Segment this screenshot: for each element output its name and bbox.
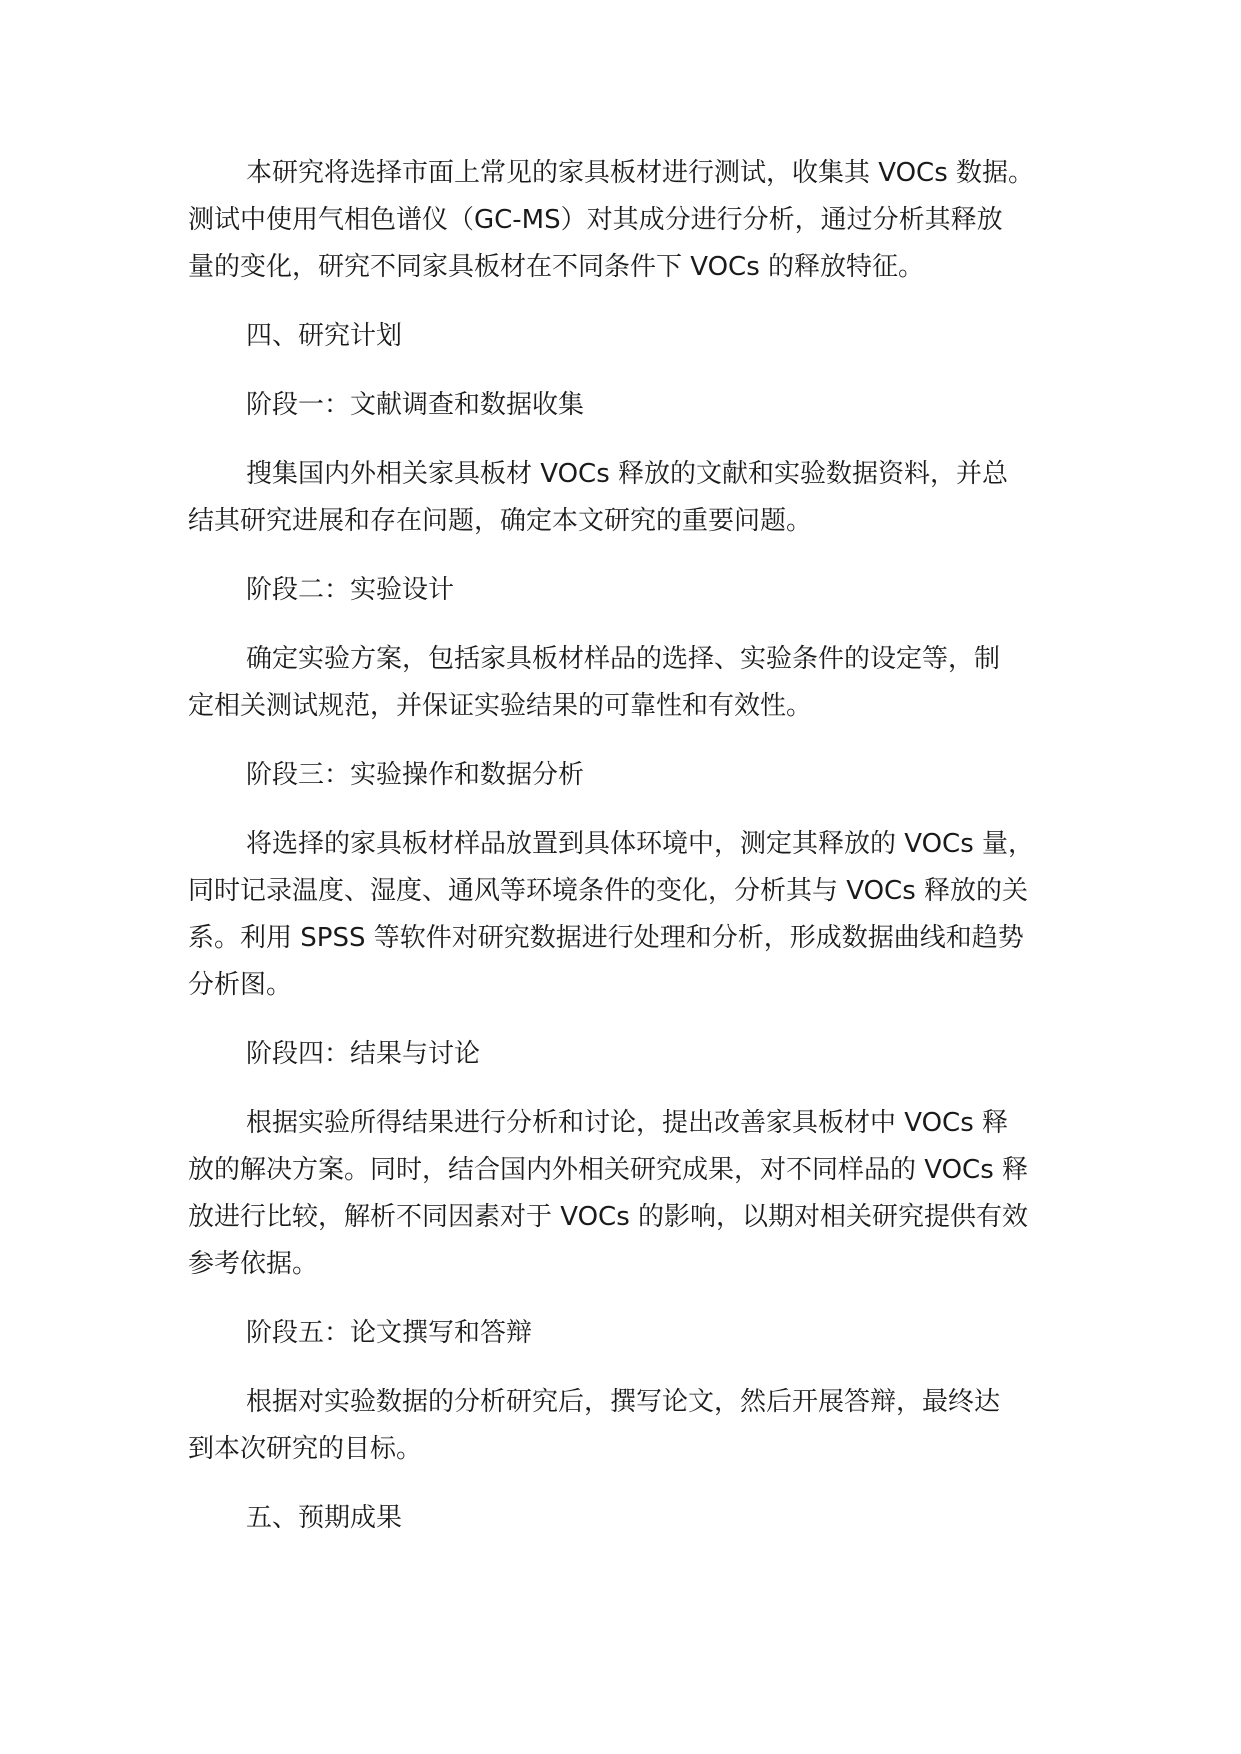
paragraph-line: 同时记录温度、湿度、通风等环境条件的变化，分析其与 VOCs 释放的关 bbox=[188, 876, 1029, 906]
stage-heading-2: 阶段二：实验设计 bbox=[246, 575, 455, 605]
section-heading-expected-results: 五、预期成果 bbox=[246, 1503, 403, 1533]
paragraph-line: 确定实验方案，包括家具板材样品的选择、实验条件的设定等，制 bbox=[246, 644, 1001, 674]
document-body bbox=[188, 150, 1078, 1564]
paragraph-line: 放的解决方案。同时，结合国内外相关研究成果，对不同样品的 VOCs 释 bbox=[188, 1155, 1029, 1185]
stage-heading-5: 阶段五：论文撰写和答辩 bbox=[246, 1318, 533, 1348]
paragraph-testing-method bbox=[188, 150, 1078, 291]
paragraph-line: 定相关测试规范，并保证实验结果的可靠性和有效性。 bbox=[188, 691, 813, 721]
paragraph-stage-4 bbox=[188, 1100, 1078, 1288]
paragraph-line: 结其研究进展和存在问题，确定本文研究的重要问题。 bbox=[188, 506, 813, 536]
paragraph-line: 到本次研究的目标。 bbox=[188, 1434, 423, 1464]
paragraph-line: 放进行比较，解析不同因素对于 VOCs 的影响，以期对相关研究提供有效 bbox=[188, 1202, 1029, 1232]
paragraph-line: 参考依据。 bbox=[188, 1249, 319, 1279]
stage-heading-4: 阶段四：结果与讨论 bbox=[246, 1039, 481, 1069]
stage-heading-3: 阶段三：实验操作和数据分析 bbox=[246, 760, 585, 790]
paragraph-line: 本研究将选择市面上常见的家具板材进行测试，收集其 VOCs 数据。 bbox=[246, 158, 1035, 188]
paragraph-stage-2 bbox=[188, 636, 1078, 730]
paragraph-line: 系。利用 SPSS 等软件对研究数据进行处理和分析，形成数据曲线和趋势 bbox=[188, 923, 1024, 953]
paragraph-stage-5 bbox=[188, 1379, 1078, 1473]
paragraph-line: 测试中使用气相色谱仪（GC-MS）对其成分进行分析，通过分析其释放 bbox=[188, 205, 1003, 235]
paragraph-stage-1 bbox=[188, 451, 1078, 545]
paragraph-line: 根据对实验数据的分析研究后，撰写论文，然后开展答辩，最终达 bbox=[246, 1387, 1001, 1417]
section-heading-research-plan: 四、研究计划 bbox=[246, 321, 403, 351]
paragraph-line: 量的变化，研究不同家具板材在不同条件下 VOCs 的释放特征。 bbox=[188, 252, 925, 282]
paragraph-line: 将选择的家具板材样品放置到具体环境中，测定其释放的 VOCs 量， bbox=[246, 829, 1035, 859]
paragraph-line: 根据实验所得结果进行分析和讨论，提出改善家具板材中 VOCs 释 bbox=[246, 1108, 1009, 1138]
stage-heading-1: 阶段一：文献调查和数据收集 bbox=[246, 390, 585, 420]
paragraph-line: 搜集国内外相关家具板材 VOCs 释放的文献和实验数据资料，并总 bbox=[246, 459, 1009, 489]
paragraph-line: 分析图。 bbox=[188, 970, 293, 1000]
paragraph-stage-3 bbox=[188, 821, 1078, 1009]
